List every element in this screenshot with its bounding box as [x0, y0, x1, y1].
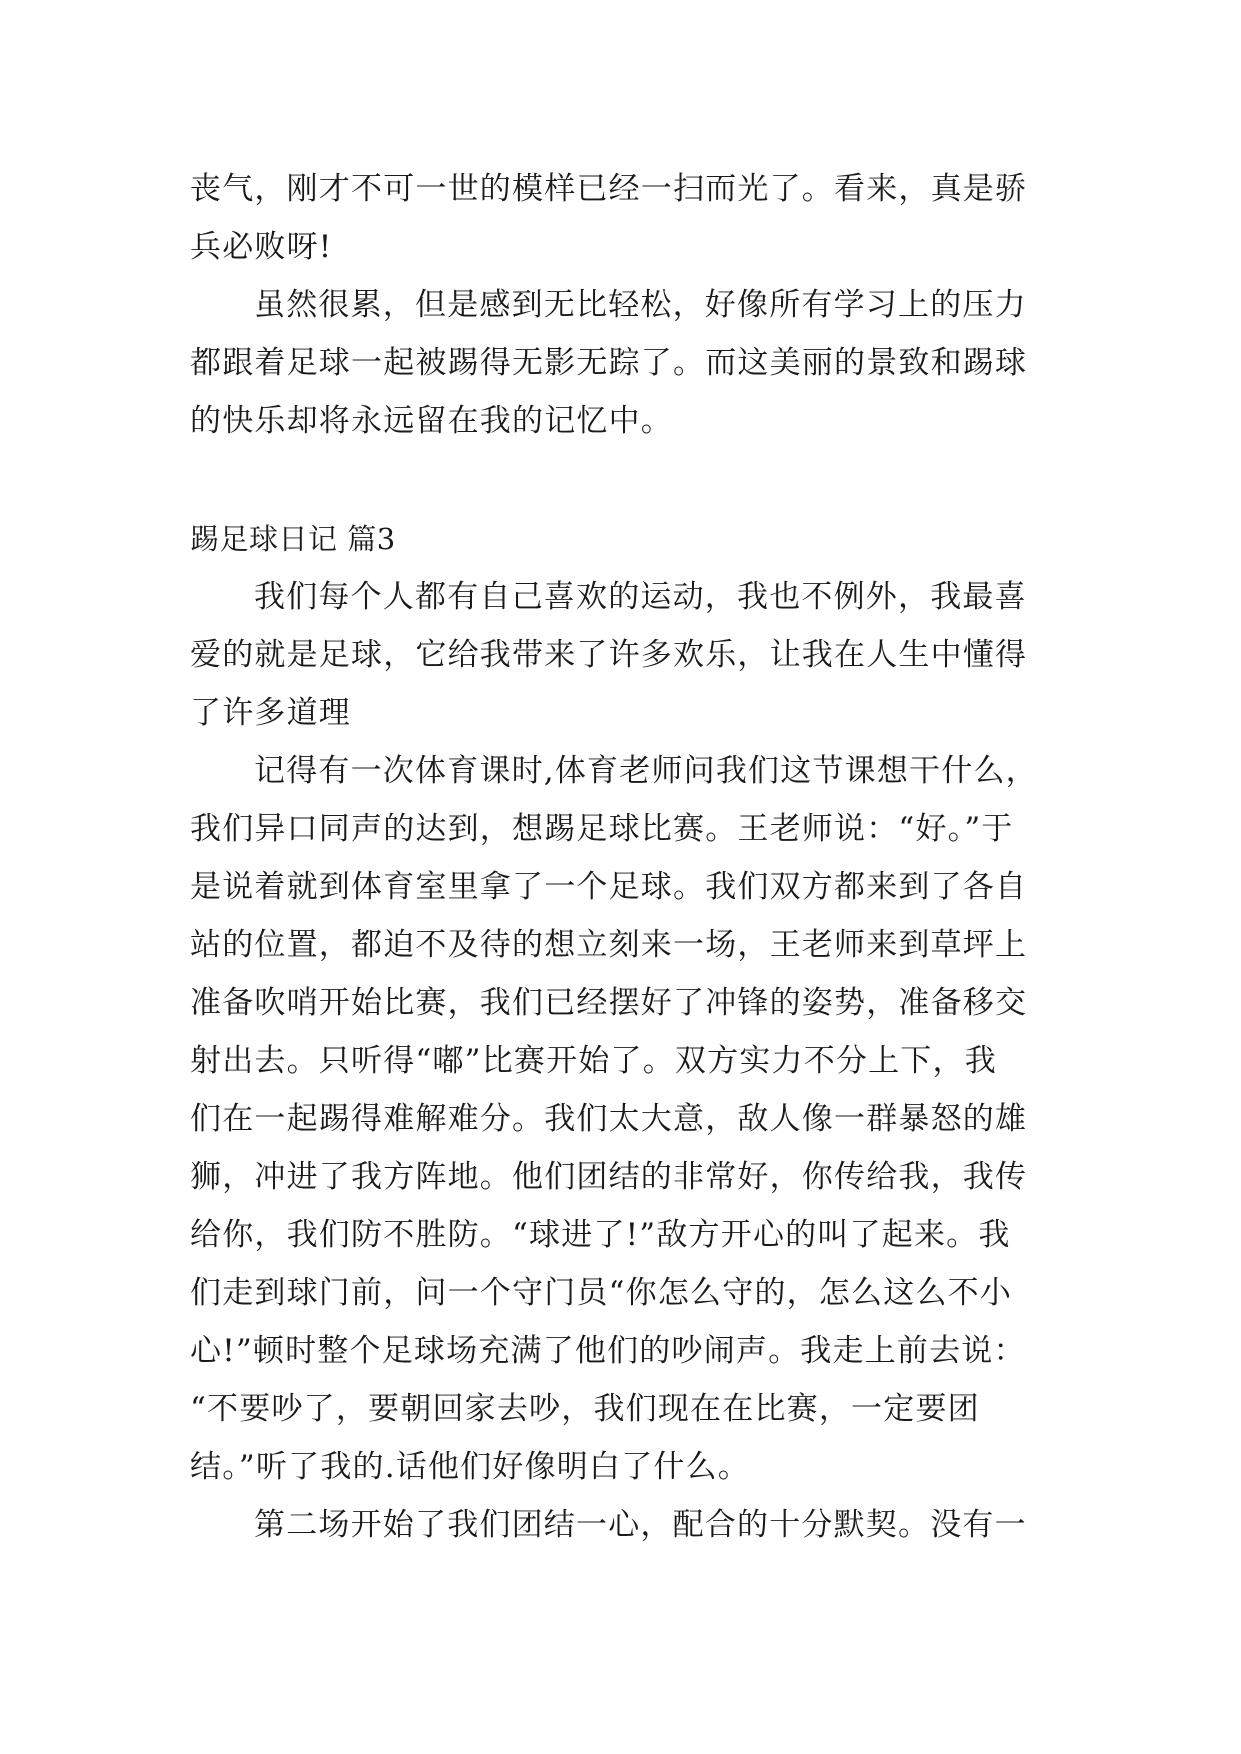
paragraph-4	[190, 742, 1090, 1496]
text-line: 兵必败呀!	[190, 229, 333, 265]
text-line: 射出去。只听得“嘟”比赛开始了。双方实力不分上下，我	[190, 1043, 997, 1079]
text-line: 虽然很累，但是感到无比轻松，好像所有学习上的压力	[254, 287, 1027, 323]
text-line: 的快乐却将永远留在我的记忆中。	[190, 403, 673, 439]
text-line: 爱的就是足球，它给我带来了许多欢乐，让我在人生中懂得	[190, 637, 1028, 673]
text-line: 心!”顿时整个足球场充满了他们的吵闹声。我走上前去说：	[190, 1333, 1026, 1369]
paragraph-1	[190, 160, 1090, 276]
text-line: 我们异口同声的达到，想踢足球比赛。王老师说：“好。”于	[190, 811, 1014, 847]
text-line: 记得有一次体育课时,体育老师问我们这节课想干什么，	[254, 753, 1038, 789]
paragraph-5	[190, 1496, 1090, 1554]
text-line: 都跟着足球一起被踢得无影无踪了。而这美丽的景致和踢球	[190, 345, 1028, 381]
text-line: 第二场开始了我们团结一心，配合的十分默契。没有一	[254, 1507, 1027, 1543]
section-heading: 踢足球日记 篇3	[190, 522, 396, 556]
paragraph-3	[190, 568, 1090, 742]
text-line: 准备吹哨开始比赛，我们已经摆好了冲锋的姿势，准备移交	[190, 985, 1028, 1021]
paragraph-2	[190, 276, 1090, 450]
document-page	[190, 160, 1090, 1554]
text-line: 们走到球门前，问一个守门员“你怎么守的，怎么这么不小	[190, 1275, 1013, 1311]
text-line: 丧气，刚才不可一世的模样已经一扫而光了。看来，真是骄	[190, 171, 1028, 207]
text-line: 结。”听了我的.话他们好像明白了什么。	[190, 1449, 751, 1485]
text-line: 狮，冲进了我方阵地。他们团结的非常好，你传给我，我传	[190, 1159, 1028, 1195]
text-line: “不要吵了，要朝回家去吵，我们现在在比赛，一定要团	[190, 1391, 980, 1427]
section-spacer	[190, 450, 1090, 510]
text-line: 给你，我们防不胜防。“球进了!”敌方开心的叫了起来。我	[190, 1217, 1011, 1253]
text-line: 站的位置，都迫不及待的想立刻来一场，王老师来到草坪上	[190, 927, 1028, 963]
text-line: 我们每个人都有自己喜欢的运动，我也不例外，我最喜	[254, 579, 1027, 615]
text-line: 了许多道理	[190, 695, 351, 731]
text-line: 们在一起踢得难解难分。我们太大意，敌人像一群暴怒的雄	[190, 1101, 1028, 1137]
text-line: 是说着就到体育室里拿了一个足球。我们双方都来到了各自	[190, 869, 1028, 905]
